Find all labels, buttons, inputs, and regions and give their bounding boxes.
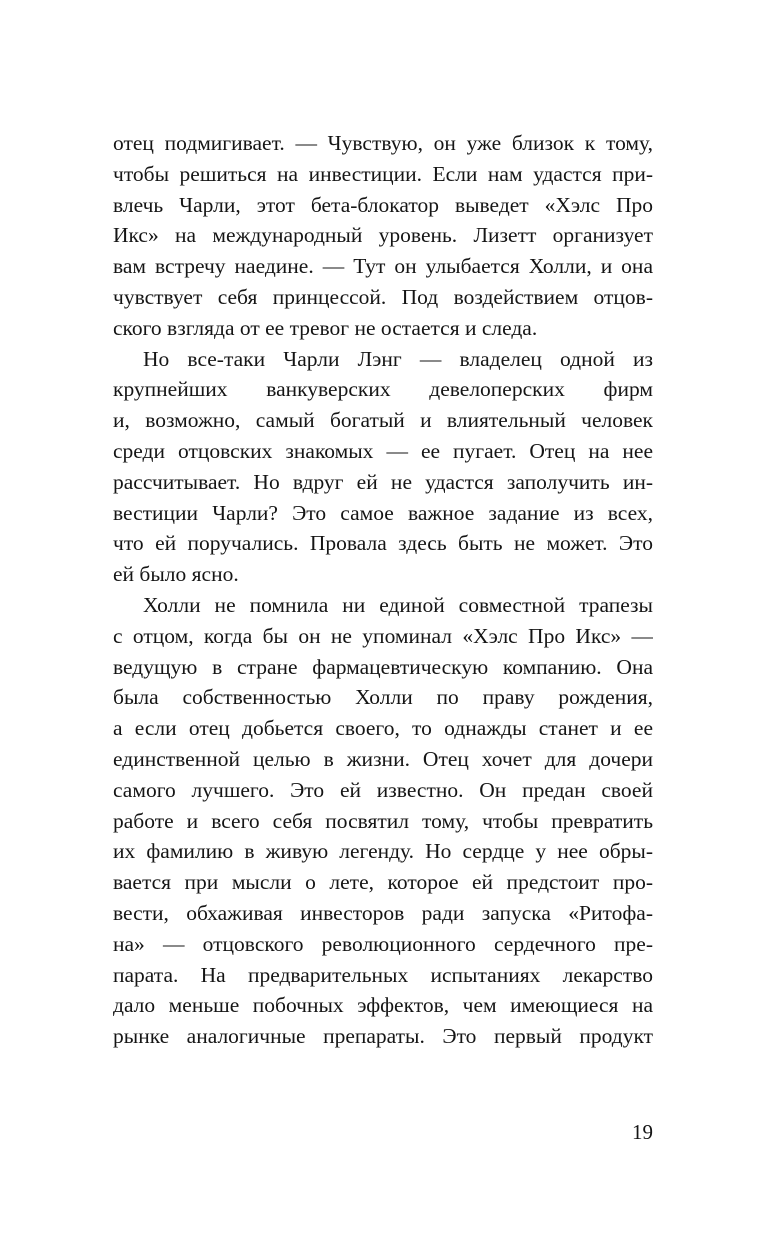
text-line: рассчитывает. Но вдруг ей не удастся заполучить ин- <box>113 469 653 494</box>
text-line: вестиции Чарли? Это самое важное задание из всех, <box>113 500 653 525</box>
text-line: Икс» на международный уровень. Лизетт организует <box>113 223 653 248</box>
text-line: единственной целью в жизни. Отец хочет для дочери <box>113 746 653 771</box>
text-line: вести, обхаживая инвесторов ради запуска «Ритофа- <box>113 900 653 925</box>
text-line: работе и всего себя посвятил тому, чтобы превратить <box>113 808 653 833</box>
text-line: дало меньше побочных эффектов, чем имеющиеся на <box>113 993 653 1018</box>
text-line: парата. На предварительных испытаниях лекарство <box>113 962 653 987</box>
text-line: а если отец добьется своего, то однажды станет и ее <box>113 716 653 741</box>
text-line: ведущую в стране фармацевтическую компанию. Она <box>113 654 653 679</box>
text-line: чтобы решиться на инвестиции. Если нам удастся при- <box>113 161 653 186</box>
paragraph <box>113 344 653 590</box>
text-line: что ей поручались. Провала здесь быть не может. Это <box>113 531 653 556</box>
text-line: чувствует себя принцессой. Под воздействием отцов- <box>113 284 653 309</box>
text-line: крупнейших ванкуверских девелоперских фирм <box>113 377 653 402</box>
text-line: вается при мысли о лете, которое ей предстоит про- <box>113 870 653 895</box>
paragraph <box>113 590 653 1052</box>
text-line: влечь Чарли, этот бета-блокатор выведет «Хэлс Про <box>113 192 653 217</box>
text-line: ей было ясно. <box>113 562 239 587</box>
text-line: рынке аналогичные препараты. Это первый продукт <box>113 1024 653 1049</box>
text-line: была собственностью Холли по праву рождения, <box>113 685 653 710</box>
text-line: вам встречу наедине. — Тут он улыбается Холли, и она <box>113 254 653 279</box>
text-line: самого лучшего. Это ей известно. Он предан своей <box>113 777 653 802</box>
text-line: среди отцовских знакомых — ее пугает. Отец на нее <box>113 438 653 463</box>
paragraph <box>113 128 653 344</box>
text-line: ского взгляда от ее тревог не остается и следа. <box>113 315 538 340</box>
page-number: 19 <box>632 1120 653 1144</box>
text-line: на» — отцовского революционного сердечного пре- <box>113 931 653 956</box>
text-line: их фамилию в живую легенду. Но сердце у нее обры- <box>113 839 653 864</box>
body-text <box>113 128 653 1052</box>
text-line: Но все-таки Чарли Лэнг — владелец одной из <box>143 346 653 371</box>
text-line: с отцом, когда бы он не упоминал «Хэлс Про Икс» — <box>113 623 653 648</box>
text-line: и, возможно, самый богатый и влиятельный человек <box>113 408 653 433</box>
text-line: отец подмигивает. — Чувствую, он уже близок к тому, <box>113 131 653 155</box>
text-line: Холли не помнила ни единой совместной трапезы <box>143 592 653 617</box>
